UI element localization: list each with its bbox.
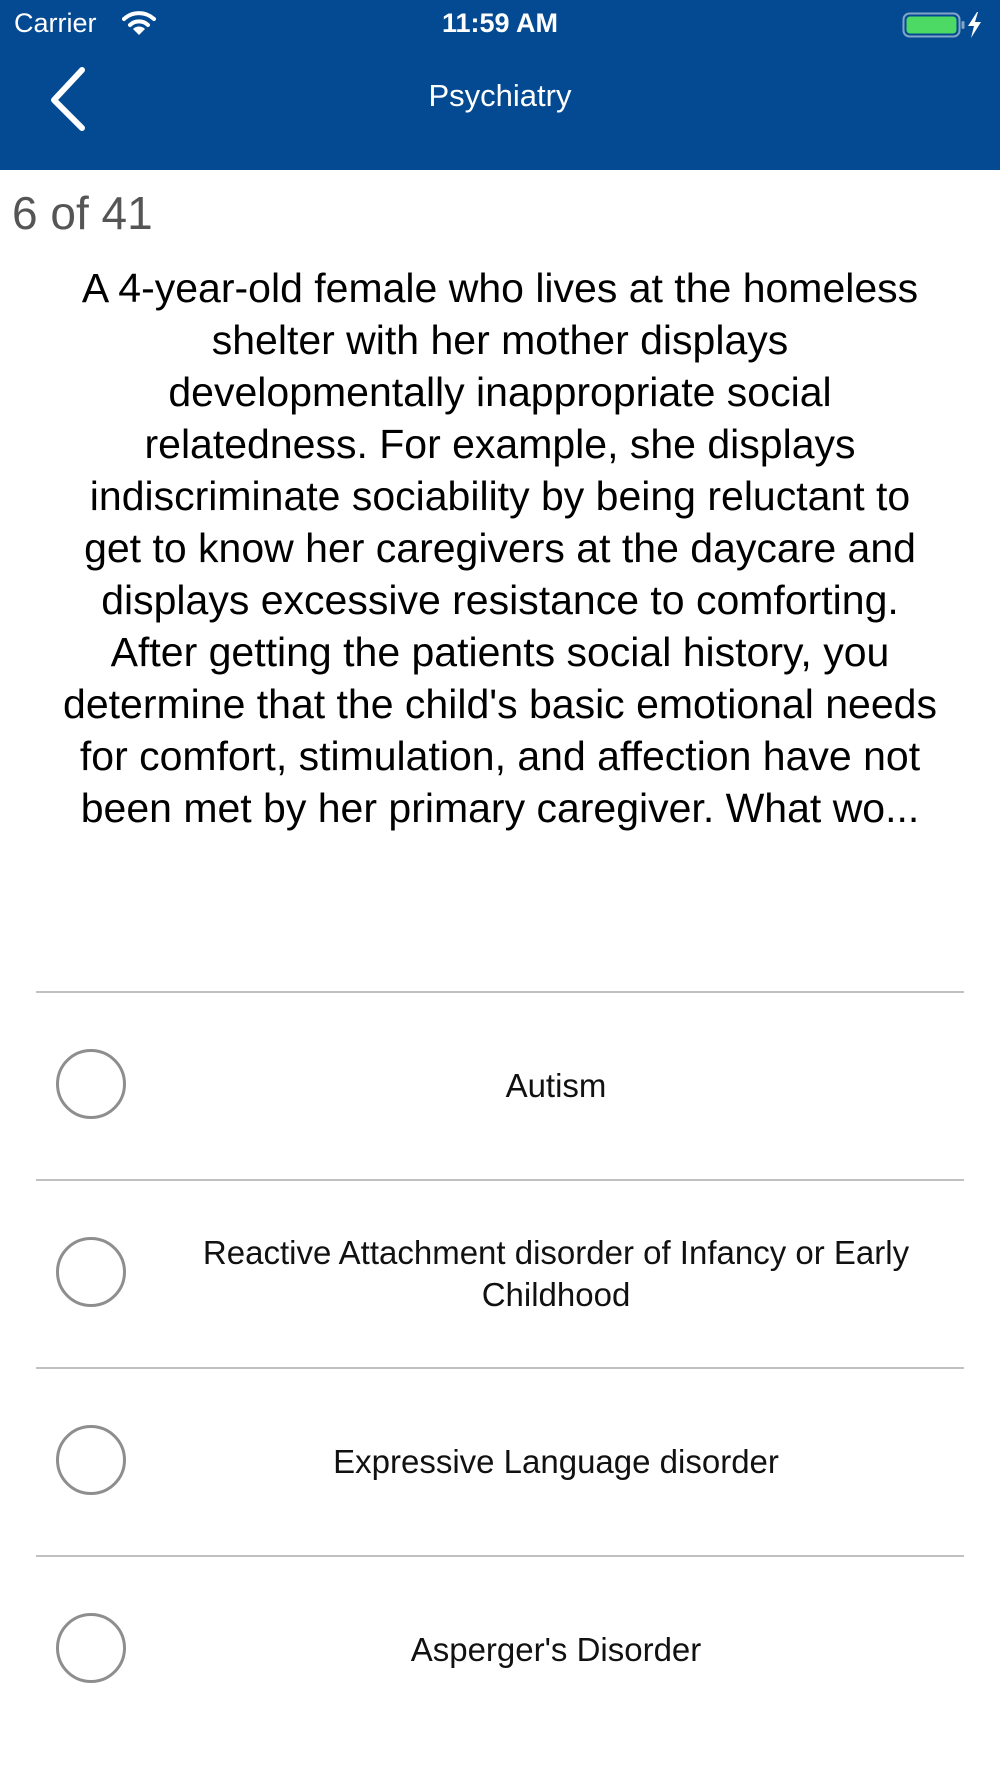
answer-list	[36, 991, 964, 1743]
clock: 11:59 AM	[441, 8, 559, 38]
answer-option[interactable]	[36, 991, 964, 1179]
status-bar	[0, 0, 1000, 50]
answer-option[interactable]	[36, 1555, 964, 1743]
answer-label: Expressive Language disorder	[333, 1443, 779, 1480]
answer-option[interactable]	[36, 1179, 964, 1367]
answer-option[interactable]	[36, 1367, 964, 1555]
radio-button[interactable]	[56, 1613, 126, 1683]
radio-button[interactable]	[56, 1425, 126, 1495]
question-text: A 4-year-old female who lives at the homeless shelter with her mother displays developmentally inappropriate social relatedness. For example, she displays indiscriminate sociability by being reluctant to get to know her caregivers at the daycare and displays excessive resistance to comforting. After getting the patients social history, you determine that the child's basic emotional needs for comfort, stimulation, and affection have not been met by her primary caregiver. What wo...	[63, 265, 937, 831]
answer-label: Autism	[505, 1067, 607, 1104]
radio-button[interactable]	[56, 1237, 126, 1307]
back-button[interactable]	[40, 64, 110, 134]
nav-title: Psychiatry	[428, 78, 572, 113]
chevron-left-icon	[40, 64, 110, 134]
header	[0, 0, 1000, 170]
question-counter: 6 of 41	[12, 187, 153, 239]
nav-bar	[0, 50, 1000, 170]
radio-button[interactable]	[56, 1049, 126, 1119]
answer-label: Reactive Attachment disorder of Infancy or Early Childhood	[202, 1234, 910, 1313]
answer-label: Asperger's Disorder	[410, 1631, 702, 1668]
battery-charging-icon	[902, 10, 986, 40]
carrier-label: Carrier	[14, 8, 97, 38]
